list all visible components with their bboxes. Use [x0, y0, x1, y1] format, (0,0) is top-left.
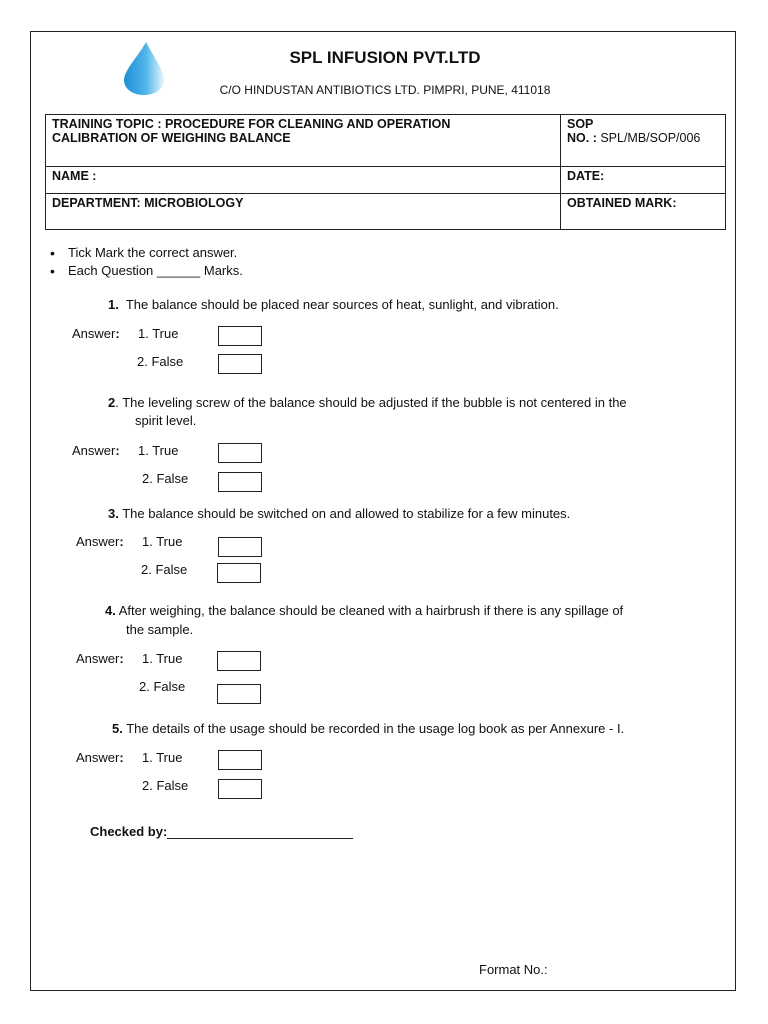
obtained-mark-label: OBTAINED MARK:: [567, 196, 677, 210]
header-info-table: [45, 114, 726, 230]
option-true: 1. True: [142, 534, 183, 549]
option-false: 2. False: [142, 778, 189, 793]
answer-box-false[interactable]: [218, 472, 262, 492]
question-number: 2: [108, 395, 116, 410]
option-false: 2. False: [142, 471, 189, 486]
question-text: . The leveling screw of the balance should be adjusted if the bubble is not centered in the: [115, 395, 627, 410]
answer-label: Answer:: [76, 651, 124, 666]
department-cell: [46, 194, 561, 230]
instruction-item: • Each Question ______ Marks.: [48, 262, 243, 280]
question-number: 4.: [105, 603, 116, 618]
question-1: [108, 296, 559, 314]
question-4: [105, 602, 623, 620]
question-text: The details of the usage should be recorded in the usage log book as per Annexure - I.: [126, 721, 625, 736]
training-topic-line1: TRAINING TOPIC : PROCEDURE FOR CLEANING AND OPERATION: [52, 117, 451, 131]
answer-box-true[interactable]: [217, 651, 261, 671]
question-5: [112, 720, 624, 738]
option-false: 2. False: [137, 354, 184, 369]
answer-box-false[interactable]: [217, 563, 261, 583]
answer-box-true[interactable]: [218, 750, 262, 770]
obtained-mark-cell[interactable]: [561, 194, 726, 230]
sop-label: SOP: [567, 117, 594, 131]
training-topic-line2: CALIBRATION OF WEIGHING BALANCE: [52, 131, 291, 145]
question-text: After weighing, the balance should be cleaned with a hairbrush if there is any spillage of: [118, 603, 624, 618]
answer-label: Answer:: [76, 750, 124, 765]
answer-box-false[interactable]: [218, 354, 262, 374]
answer-box-false[interactable]: [218, 779, 262, 799]
water-drop-icon: [120, 40, 168, 96]
answer-label: Answer:: [72, 443, 120, 458]
training-topic-cell: [46, 115, 561, 167]
sop-no-value: SPL/MB/SOP/006: [596, 131, 701, 145]
question-text: The balance should be switched on and allowed to stabilize for a few minutes.: [122, 506, 571, 521]
question-3: [108, 505, 570, 523]
signature-line: [167, 826, 353, 839]
answer-label: Answer:: [72, 326, 120, 341]
checked-by-field[interactable]: [90, 824, 353, 839]
name-label: NAME :: [52, 169, 97, 183]
question-number: 3.: [108, 506, 119, 521]
answer-box-true[interactable]: [218, 537, 262, 557]
company-name: SPL INFUSION PVT.LTD: [289, 48, 481, 67]
date-label: DATE:: [567, 169, 605, 183]
instructions-list: [48, 244, 243, 280]
name-cell[interactable]: [46, 167, 561, 194]
option-true: 1. True: [142, 651, 183, 666]
option-true: 1. True: [138, 326, 179, 341]
checked-by-label: Checked by:: [90, 824, 168, 839]
question-text-cont: the sample.: [126, 622, 194, 637]
question-2: [108, 394, 627, 412]
question-text: The balance should be placed near sources of heat, sunlight, and vibration.: [125, 297, 559, 312]
department-label: DEPARTMENT: MICROBIOLOGY: [52, 196, 244, 210]
instruction-item: • Tick Mark the correct answer.: [48, 244, 243, 262]
company-address: C/O HINDUSTAN ANTIBIOTICS LTD. PIMPRI, PUNE, 411018: [219, 83, 551, 97]
answer-box-false[interactable]: [217, 684, 261, 704]
answer-box-true[interactable]: [218, 326, 262, 346]
format-number-label: Format No.:: [479, 962, 548, 977]
sop-cell: [561, 115, 726, 167]
date-cell[interactable]: [561, 167, 726, 194]
option-true: 1. True: [142, 750, 183, 765]
question-text-cont: spirit level.: [135, 413, 197, 428]
sop-no-label: NO. :: [567, 131, 597, 145]
option-false: 2. False: [141, 562, 188, 577]
question-number: 5.: [112, 721, 123, 736]
question-number: 1.: [108, 297, 119, 312]
answer-box-true[interactable]: [218, 443, 262, 463]
answer-label: Answer:: [76, 534, 124, 549]
option-true: 1. True: [138, 443, 179, 458]
option-false: 2. False: [139, 679, 186, 694]
